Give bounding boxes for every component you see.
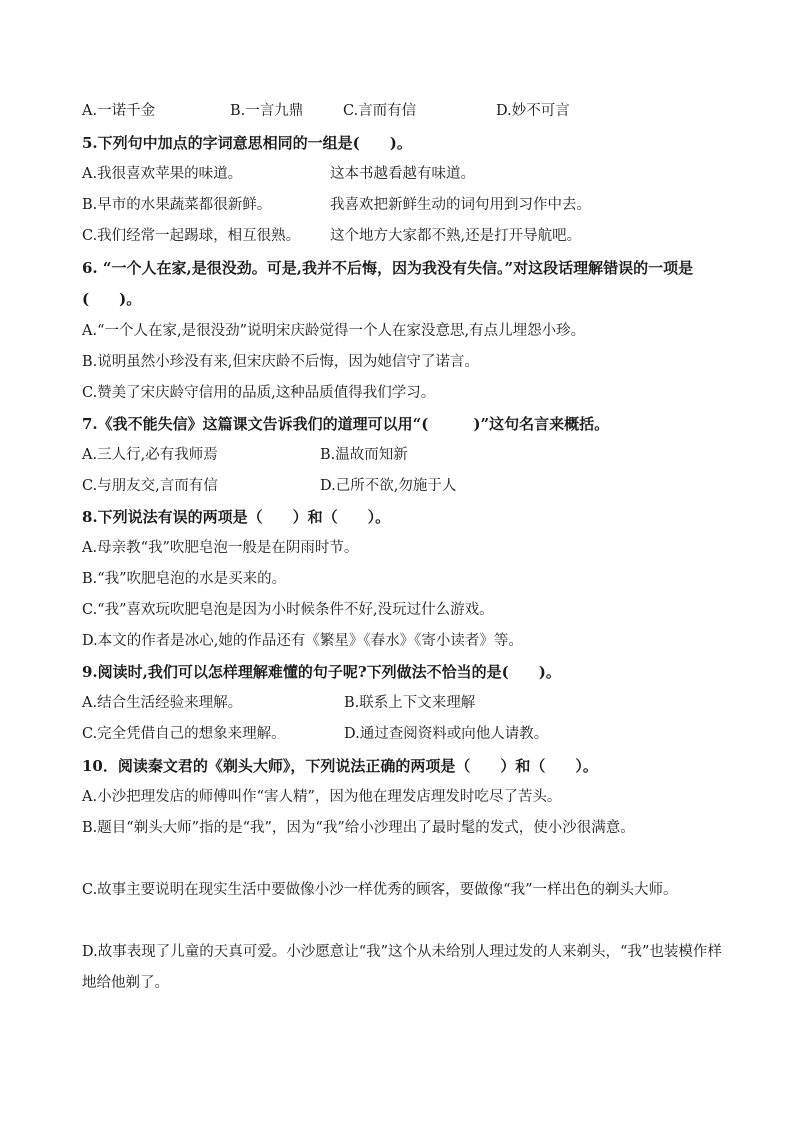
- q4-option-d: D.妙不可言: [496, 103, 570, 119]
- q5-option-b-left: B.早市的水果蔬菜都很新鲜。: [82, 197, 272, 213]
- q8-option-c: C.“我”喜欢玩吹肥皂泡是因为小时候条件不好,没玩过什么游戏。: [82, 602, 494, 618]
- q5-option-c-right: 这个地方大家都不熟,还是打开导航吧。: [330, 228, 582, 244]
- q5-option-c-left: C.我们经常一起踢球，相互很熟。: [82, 228, 301, 244]
- q4-option-c: C.言而有信: [343, 103, 417, 119]
- q9-option-b: B.联系上下文来理解: [344, 695, 476, 711]
- q7-option-b: B.温故而知新: [320, 447, 408, 463]
- q5-option-b-right: 我喜欢把新鲜生动的词句用到习作中去。: [330, 197, 591, 213]
- q6-option-b: B.说明虽然小珍没有来,但宋庆龄不后悔，因为她信守了诺言。: [82, 354, 479, 370]
- q4-option-b: B.一言九鼎: [230, 103, 304, 119]
- q5-stem: 5.下列句中加点的字词意思相同的一组是( )。: [82, 134, 412, 152]
- q8-option-a: A.母亲教“我”吹肥皂泡一般是在阴雨时节。: [82, 540, 359, 556]
- q9-option-d: D.通过查阅资料或向他人请教。: [344, 726, 549, 742]
- q10-option-b: B.题目“剃头大师”指的是“我”，因为“我”给小沙理出了最时髦的发式，使小沙很满意。: [82, 820, 635, 836]
- q7-stem: 7.《我不能失信》这篇课文告诉我们的道理可以用“( )”这句名言来概括。: [82, 415, 610, 433]
- q7-option-c: C.与朋友交,言而有信: [82, 478, 218, 494]
- q9-option-c: C.完全凭借自己的想象来理解。: [82, 726, 286, 742]
- q8-stem: 8.下列说法有误的两项是（ ）和（ ）。: [82, 508, 391, 526]
- q10-option-a: A.小沙把理发店的师傅叫作“害人精”，因为他在理发店理发时吃尽了苦头。: [82, 789, 562, 805]
- q5-option-a-left: A.我很喜欢苹果的味道。: [82, 166, 243, 182]
- q9-stem: 9.阅读时,我们可以怎样理解难懂的句子呢?下列做法不恰当的是( )。: [82, 663, 561, 681]
- q10-option-c: C.故事主要说明在现实生活中要做像小沙一样优秀的顾客，要做像“我”一样出色的剃头大师。: [82, 882, 678, 898]
- q7-option-d: D.己所不欲,勿施于人: [320, 478, 457, 494]
- q8-option-b: B.“我”吹肥皂泡的水是买来的。: [82, 571, 287, 587]
- q6-stem: 6. “一个人在家,是很没劲。可是,我并不后悔，因为我没有失信。”对这段话理解错误的一项是( )。: [82, 259, 694, 308]
- q10-stem: 10．阅读秦文君的《剃头大师》，下列说法正确的两项是（ ）和（ ）。: [82, 757, 598, 775]
- q4-option-a: A.一诺千金: [82, 103, 156, 119]
- q5-option-a-right: 这本书越看越有味道。: [330, 166, 475, 182]
- q6-option-c: C.赞美了宋庆龄守信用的品质,这种品质值得我们学习。: [82, 385, 436, 401]
- q9-option-a: A.结合生活经验来理解。: [82, 695, 243, 711]
- q10-option-d: D.故事表现了儿童的天真可爱。小沙愿意让“我”这个从未给别人理过发的人来剃头，“我”也装模作样地给他剃了。: [82, 944, 722, 991]
- q7-option-a: A.三人行,必有我师焉: [82, 447, 218, 463]
- q8-option-d: D.本文的作者是冰心,她的作品还有《繁星》《春水》《寄小读者》等。: [82, 633, 523, 649]
- q6-option-a: A.“一个人在家,是很没劲”说明宋庆龄觉得一个人在家没意思,有点儿埋怨小珍。: [82, 323, 586, 339]
